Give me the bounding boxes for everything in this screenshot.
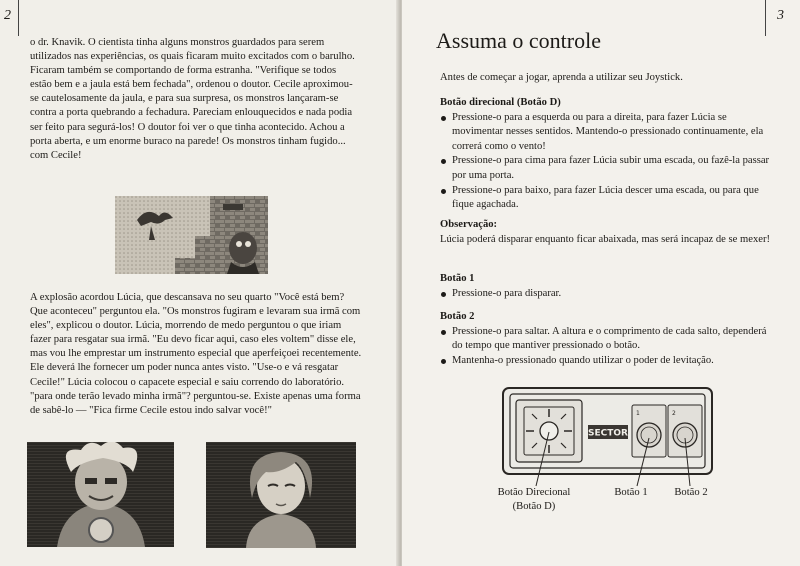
list-item: Pressione-o para disparar. <box>440 287 775 302</box>
note-section <box>440 218 775 247</box>
list-item: Pressione-o para saltar. A altura e o comprimento de cada salto, dependerá do tempo que mantiver pressionado o botão. <box>440 325 775 354</box>
corner-mark <box>765 0 766 36</box>
button1-heading: Botão 1 <box>440 273 475 284</box>
dpad-list <box>440 111 775 213</box>
story-paragraph-1: o dr. Knavik. O cientista tinha alguns monstros guardados para serem utilizados nas experiências, os quais ficaram muito excitados com o barulho. Ficaram também se comportando de forma estranha. "Verifique se todos estão bem e a jaula está bem fechada", ordenou o doutor. Cecile aproximou-se cautelosamente da jaula, e para sua surpresa, os monstros lançaram-se contra a porta quebrando a fechadura. Pareciam enlouquecidos e nada podia ser feito para segurá-los! O doutor foi ver o que tinha acontecido. Achou a porta aberta, e um enorme buraco na parede! Os monstros tinham fugido... com Cecile! <box>30 37 355 161</box>
button1-label: Botão 1 <box>614 487 648 498</box>
button2-label: Botão 2 <box>674 487 708 498</box>
button2-heading: Botão 2 <box>440 311 475 322</box>
game-screenshot-lab <box>115 196 268 274</box>
intro-text: Antes de começar a jogar, aprenda a utilizar seu Joystick. <box>440 72 683 83</box>
dpad-label-line2: (Botão D) <box>512 501 556 512</box>
section-title: Assuma o controle <box>436 28 601 53</box>
button2-list <box>440 325 775 369</box>
dpad-label-line1: Botão Direcional <box>497 487 571 498</box>
button2-mark: 2 <box>672 410 676 417</box>
dpad-heading: Botão direcional (Botão D) <box>440 97 561 108</box>
list-item: Pressione-o para baixo, para fazer Lúcia descer uma escada, ou para que fique agachada. <box>440 184 775 213</box>
list-item: Pressione-o para cima para fazer Lúcia subir uma escada, ou fazê-la passar por uma porta. <box>440 154 775 183</box>
button1-list <box>440 287 775 302</box>
list-item: Mantenha-o pressionado quando utilizar o poder de levitação. <box>440 354 775 369</box>
button1-mark: 1 <box>636 410 640 417</box>
controller-brand-text: SECTOR <box>588 428 628 439</box>
note-text: Lúcia poderá disparar enquanto ficar abaixada, mas será incapaz de se mexer! <box>440 233 770 245</box>
list-item: Pressione-o para a esquerda ou para a direita, para fazer Lúcia se movimentar nesses sentidos. Mantendo-o pressionado continuamente, ela correrá como o vento! <box>440 111 775 155</box>
page-number: 2 <box>4 8 11 23</box>
game-screenshot-lucia <box>206 442 356 548</box>
dpad-label <box>486 486 582 514</box>
callout-lines <box>480 430 720 490</box>
page-number: 3 <box>777 8 784 23</box>
dpad-section <box>440 96 775 213</box>
button2-section <box>440 310 775 368</box>
note-heading: Observação: <box>440 219 498 230</box>
corner-mark <box>18 0 19 36</box>
button1-section <box>440 272 775 301</box>
game-screenshot-doctor <box>27 442 174 547</box>
story-paragraph-2: A explosão acordou Lúcia, que descansava no seu quarto "Você está bem? Que aconteceu" perguntou ela. "Os monstros fugiram e levaram sua irmã com eles", explicou o doutor. Lúcia, morrendo de medo perguntou o que iriam fazer para resgatar sua irmã. "Eu devo ficar aqui, caso eles voltem" disse ele, mas vou lhe emprestar um instrumento especial que aperfeiçoei recentemente. Ele deverá lhe fornecer um poder nunca antes visto. "Use-o e vá resgatar Cecile!" Lúcia colocou o capacete especial e saiu correndo do laboratório. "para onde terão levado minha irmã"? perguntou-se. Existe apenas uma forma de sabê-lo — "Fica firme Cecile estou indo salvar você!" <box>30 292 362 416</box>
